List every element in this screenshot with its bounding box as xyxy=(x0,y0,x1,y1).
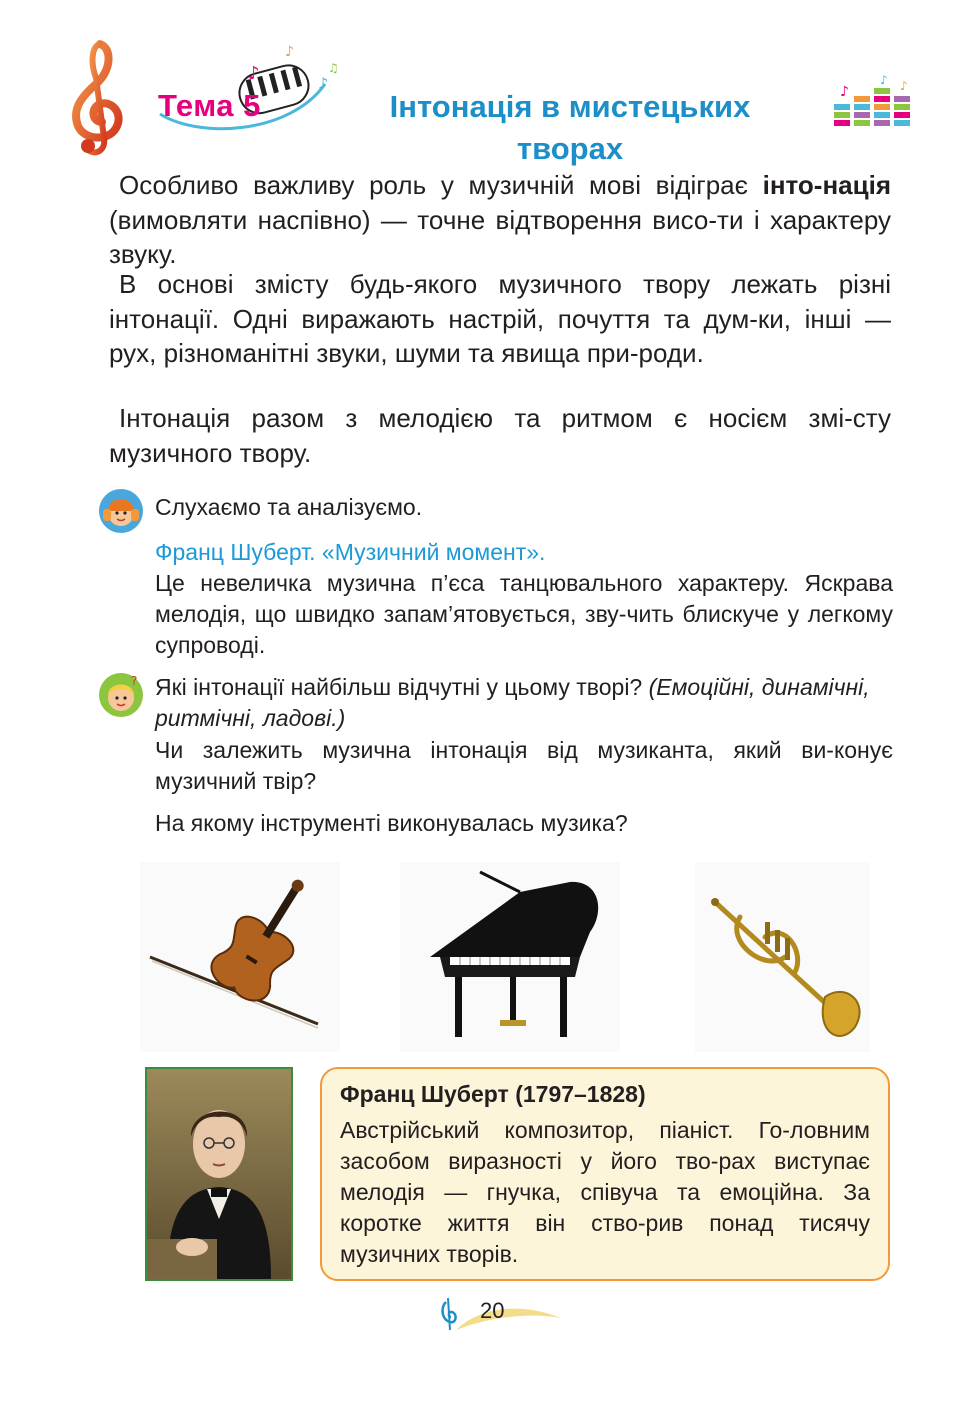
intro-paragraph-1 xyxy=(109,168,891,272)
composer-portrait xyxy=(145,1067,293,1281)
work-description: Це невеличка музична п’єса танцювального характеру. Яскрава мелодія, що швидко запам’ятовується, зву-чить блискуче у легкому супроводі. xyxy=(155,570,893,658)
page-title xyxy=(330,86,810,170)
svg-text:?: ? xyxy=(131,674,138,688)
svg-text:♪: ♪ xyxy=(880,74,888,87)
intro-paragraph-2 xyxy=(109,267,891,371)
intro-p3-text: Інтонація разом з мелодією та ритмом є носієм змі-сту музичного твору. xyxy=(109,403,891,468)
violin-image xyxy=(140,862,340,1052)
intro-p1-term: інто-нація xyxy=(762,170,891,200)
svg-text:♫: ♫ xyxy=(328,61,339,75)
listening-label: Слухаємо та аналізуємо. xyxy=(155,494,423,520)
grand-piano-image xyxy=(400,862,620,1052)
svg-text:♪: ♪ xyxy=(900,79,908,93)
music-bars-icon xyxy=(832,74,914,126)
page-number: 20 xyxy=(480,1298,505,1323)
composer-info-box xyxy=(320,1067,890,1281)
intro-paragraph-3 xyxy=(109,401,891,470)
treble-clef-icon xyxy=(62,38,132,158)
thinking-child-icon xyxy=(97,671,145,719)
question-1-hint: (Емоційні, динамічні, ритмічні, ладові.) xyxy=(155,674,870,731)
question-1 xyxy=(155,672,893,734)
headphones-listener-icon xyxy=(97,487,145,535)
question-2: Чи залежить музична інтонація від музиканта, який ви-конує музичний твір? xyxy=(155,737,893,794)
schubert-portrait-image xyxy=(147,1069,291,1279)
intro-p1-end: (вимовляти наспівно) — точне відтворення висо-ти і характеру звуку. xyxy=(109,204,891,269)
question-1-text: Які інтонації найбільш відчутні у цьому творі? xyxy=(155,674,649,700)
trumpet-image xyxy=(695,862,870,1052)
title-line-1: Інтонація в мистецьких xyxy=(389,89,751,124)
intro-p2-text: В основі змісту будь-якого музичного твору лежать різні інтонації. Одні виражають настрій, почуття та дум-ки, інші — рух, різноманітні звуки, шуми та явища при-роди. xyxy=(109,269,891,368)
svg-text:♪: ♪ xyxy=(248,63,260,84)
intro-p1-start: Особливо важливу роль у музичній мові відіграє xyxy=(119,170,763,200)
composer-title: Франц Шуберт (1797–1828) xyxy=(340,1081,646,1107)
tema-label: Тема 5 xyxy=(158,88,261,123)
composer-description: Австрійський композитор, піаніст. Го-ловним засобом виразності у його тво-рах виступає мелодія — гнучка, співуча та емоційна. За коротке життя він ство-рив понад тисячу музичних творів. xyxy=(340,1117,870,1267)
title-line-2: творах xyxy=(516,131,624,166)
svg-text:♪: ♪ xyxy=(318,74,329,93)
work-title: Франц Шуберт. «Музичний момент». xyxy=(155,539,546,565)
svg-text:♪: ♪ xyxy=(840,84,849,100)
svg-text:♪: ♪ xyxy=(285,44,294,60)
question-3: На якому інструменті виконувалась музика? xyxy=(155,810,628,836)
